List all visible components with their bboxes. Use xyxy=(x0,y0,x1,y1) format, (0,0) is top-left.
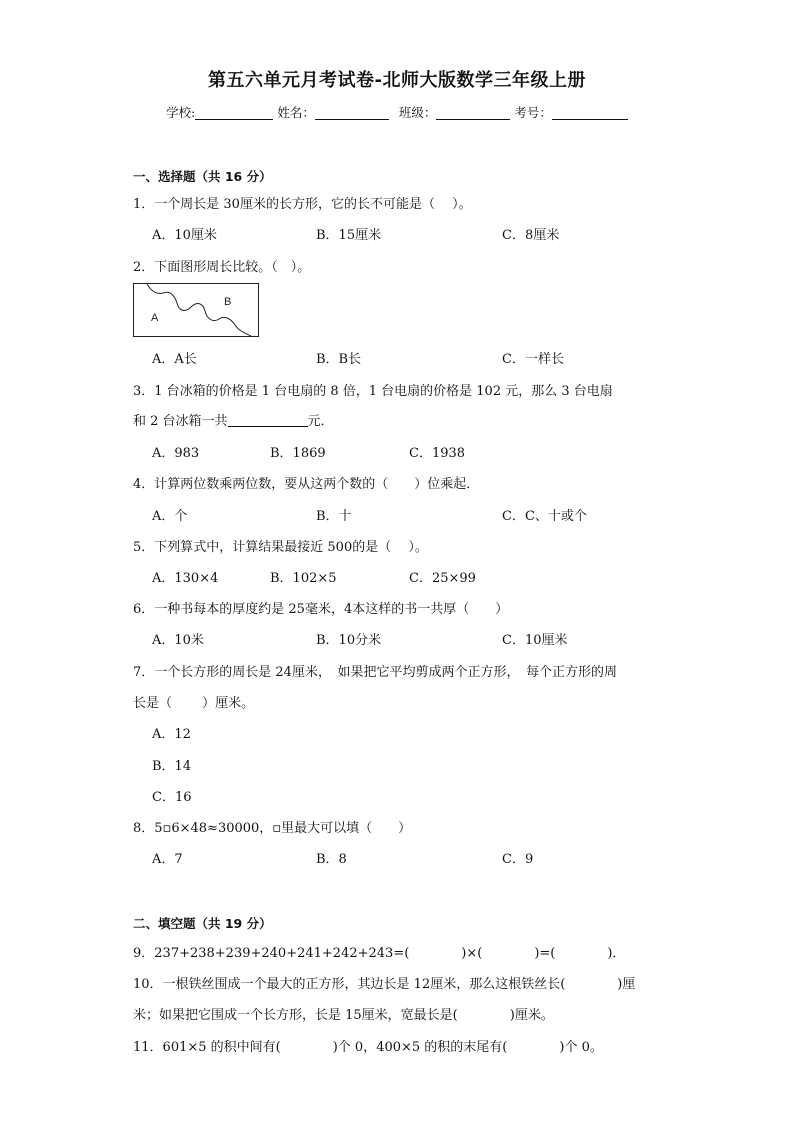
perimeter-figure xyxy=(133,283,259,337)
q6-option-c[interactable]: C．10厘米 xyxy=(502,633,568,648)
q4-option-b[interactable]: B．十 xyxy=(316,509,352,524)
figure-label-b: B xyxy=(224,296,232,308)
q3-option-a[interactable]: A．983 xyxy=(152,446,200,461)
figure-label-a: A xyxy=(151,312,159,324)
q3-answer-blank[interactable] xyxy=(228,412,308,427)
q3-text2-pre: 和 2 台冰箱一共 xyxy=(133,414,228,429)
q7-option-a[interactable]: A．12 xyxy=(152,727,191,742)
q1-text: 1．一个周长是 30厘米的长方形，它的长不可能是（ ）。 xyxy=(133,197,472,212)
q5-option-b[interactable]: B．102×5 xyxy=(270,571,337,586)
q2-option-b[interactable]: B．B长 xyxy=(316,352,362,367)
q10-text-line2: 米；如果把它围成一个长方形，长是 15厘米，宽最长是( )厘米。 xyxy=(133,1008,554,1023)
school-blank[interactable] xyxy=(195,105,273,120)
figure-rectangle xyxy=(134,284,259,337)
q7-option-b[interactable]: B．14 xyxy=(152,759,192,774)
name-label: 姓名： xyxy=(277,105,315,120)
q8-option-c[interactable]: C．9 xyxy=(502,852,534,867)
q7-option-c[interactable]: C．16 xyxy=(152,790,192,805)
number-label: 考号： xyxy=(514,105,552,120)
q11-text: 11．601×5 的积中间有( )个 0，400×5 的积的末尾有( )个 0。 xyxy=(133,1040,603,1055)
q2-option-a[interactable]: A．A长 xyxy=(152,352,197,367)
q3-text: 3．1 台冰箱的价格是 1 台电扇的 8 倍，1 台电扇的价格是 102 元，那么 3 台电扇 xyxy=(133,384,613,399)
q8-option-b[interactable]: B．8 xyxy=(316,852,347,867)
q5-option-a[interactable]: A．130×4 xyxy=(152,571,219,586)
q7-text-line2: 长是（ ）厘米。 xyxy=(133,696,255,711)
q2-text: 2．下面图形周长比较。（ ）。 xyxy=(133,260,311,275)
q8-option-a[interactable]: A．7 xyxy=(152,852,183,867)
q3-option-c[interactable]: C．1938 xyxy=(409,446,466,461)
page-title: 第五六单元月考试卷-北师大版数学三年级上册 xyxy=(208,70,586,91)
q4-option-a[interactable]: A．个 xyxy=(152,509,188,524)
q6-option-b[interactable]: B．10分米 xyxy=(316,633,382,648)
q6-text: 6．一种书每本的厚度约是 25毫米，4本这样的书一共厚（ ） xyxy=(133,602,509,617)
q3-option-b[interactable]: B．1869 xyxy=(270,446,326,461)
number-blank[interactable] xyxy=(552,105,628,120)
q1-option-b[interactable]: B．15厘米 xyxy=(316,228,382,243)
class-blank[interactable] xyxy=(436,105,510,120)
q6-option-a[interactable]: A．10米 xyxy=(152,633,204,648)
q3-text2-post: 元． xyxy=(307,414,334,429)
student-info-row xyxy=(0,103,794,121)
q1-option-a[interactable]: A．10厘米 xyxy=(152,228,217,243)
section1-heading: 一、选择题（共 16 分） xyxy=(133,169,272,184)
q8-text: 8．5▫6×48≈30000，▫里最大可以填（ ） xyxy=(133,821,412,836)
name-blank[interactable] xyxy=(315,105,389,120)
q10-text: 10．一根铁丝围成一个最大的正方形，其边长是 12厘米，那么这根铁丝长( )厘 xyxy=(133,977,636,992)
q7-text: 7．一个长方形的周长是 24厘米， 如果把它平均剪成两个正方形， 每个正方形的周 xyxy=(133,665,617,680)
q4-option-c[interactable]: C．C、十或个 xyxy=(502,509,587,524)
q5-option-c[interactable]: C．25×99 xyxy=(409,571,476,586)
q2-option-c[interactable]: C．一样长 xyxy=(502,352,564,367)
class-label: 班级： xyxy=(398,105,437,120)
q9-text: 9．237+238+239+240+241+242+243=( )×( )=( )． xyxy=(133,946,626,961)
q4-text: 4．计算两位数乘两位数，要从这两个数的（ ）位乘起． xyxy=(133,477,480,492)
figure-curve xyxy=(147,284,251,336)
school-label: 学校: xyxy=(166,105,196,120)
q1-option-c[interactable]: C．8厘米 xyxy=(502,228,560,243)
q3-text-line2 xyxy=(133,410,334,429)
section2-heading: 二、填空题（共 19 分） xyxy=(133,916,272,931)
q5-text: 5．下列算式中，计算结果最接近 500的是（ ）。 xyxy=(133,540,428,555)
